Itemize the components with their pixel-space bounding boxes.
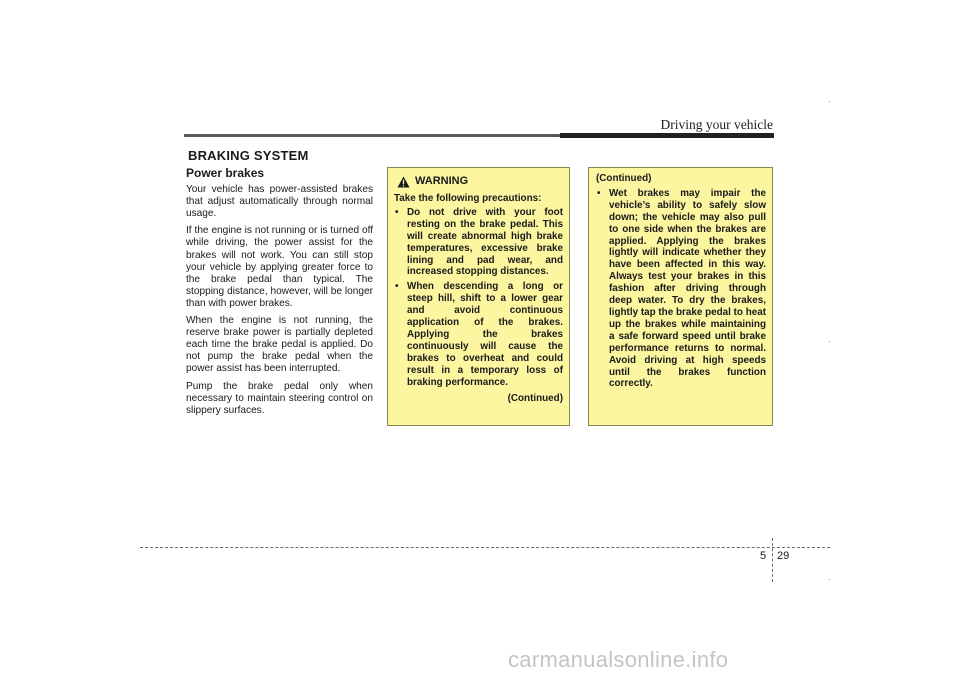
crop-mark (829, 101, 830, 102)
warning-header (394, 176, 563, 188)
warning-list (394, 207, 563, 389)
warning-triangle-icon (397, 176, 410, 188)
watermark-text: carmanualsonline.info (508, 647, 729, 672)
power-brakes-column (186, 167, 373, 422)
warning-title: WARNING (415, 175, 469, 188)
paragraph: When the engine is not running, the reserve brake power is partially depleted each time the brake pedal is applied. Do not pump the brake pedal when the power assist has been interrupted. (186, 315, 373, 375)
chapter-number: 5 (760, 550, 767, 562)
list-item-text: When descending a long or steep hill, shift to a lower gear and avoid continuous application of the brakes. Applying the brakes continuously will cause the brakes to overheat and could result in a temporary loss of braking performance. (407, 281, 563, 388)
crop-mark (829, 341, 830, 342)
page-number: 29 (777, 550, 790, 562)
power-brakes-heading: Power brakes (186, 166, 265, 180)
header-section-label: Driving your vehicle (660, 117, 773, 132)
footer-divider (140, 547, 830, 548)
page-number-divider (772, 538, 773, 582)
list-item-text: Do not drive with your foot resting on the brake pedal. This will create abnormal high brake temperatures, excessive brake lining and pad wear, and increased stopping distances. (407, 206, 563, 278)
bullet: • (597, 187, 601, 199)
bullet: • (395, 281, 399, 293)
warning-continued-list (596, 188, 766, 390)
warning-box (387, 167, 570, 426)
list-item (394, 281, 563, 388)
continued-label: (Continued) (596, 173, 652, 184)
warning-intro: Take the following precautions: (394, 193, 542, 204)
list-item (596, 188, 766, 390)
continued-label: (Continued) (507, 392, 563, 404)
paragraph: Your vehicle has power-assisted brakes that adjust automatically through normal usage. (186, 184, 373, 220)
paragraph: If the engine is not running or is turned off while driving, the power assist for the brakes will not work. You can still stop your vehicle by applying greater force to the brake pedal than typical. The stopping distance, however, will be longer than with power brakes. (186, 225, 373, 309)
header-rule-accent (560, 133, 774, 138)
crop-mark (829, 579, 830, 580)
section-title: BRAKING SYSTEM (188, 148, 309, 163)
warning-continued-box (588, 167, 773, 426)
list-item (394, 207, 563, 278)
list-item-text: Wet brakes may impair the vehicle’s ability to safely slow down; the vehicle may also pull to one side when the brakes are applied. Applying the brakes lightly will indicate whether they have been affected in this way. Always test your brakes in this fashion after driving through deep water. To dry the brakes, lightly tap the brake pedal to heat up the brakes while maintaining a safe forward speed until brake performance returns to normal. Avoid driving at high speeds until the brakes function correctly. (609, 187, 766, 390)
paragraph: Pump the brake pedal only when necessary to maintain steering control on slippery surfaces. (186, 380, 373, 416)
bullet: • (395, 206, 399, 218)
